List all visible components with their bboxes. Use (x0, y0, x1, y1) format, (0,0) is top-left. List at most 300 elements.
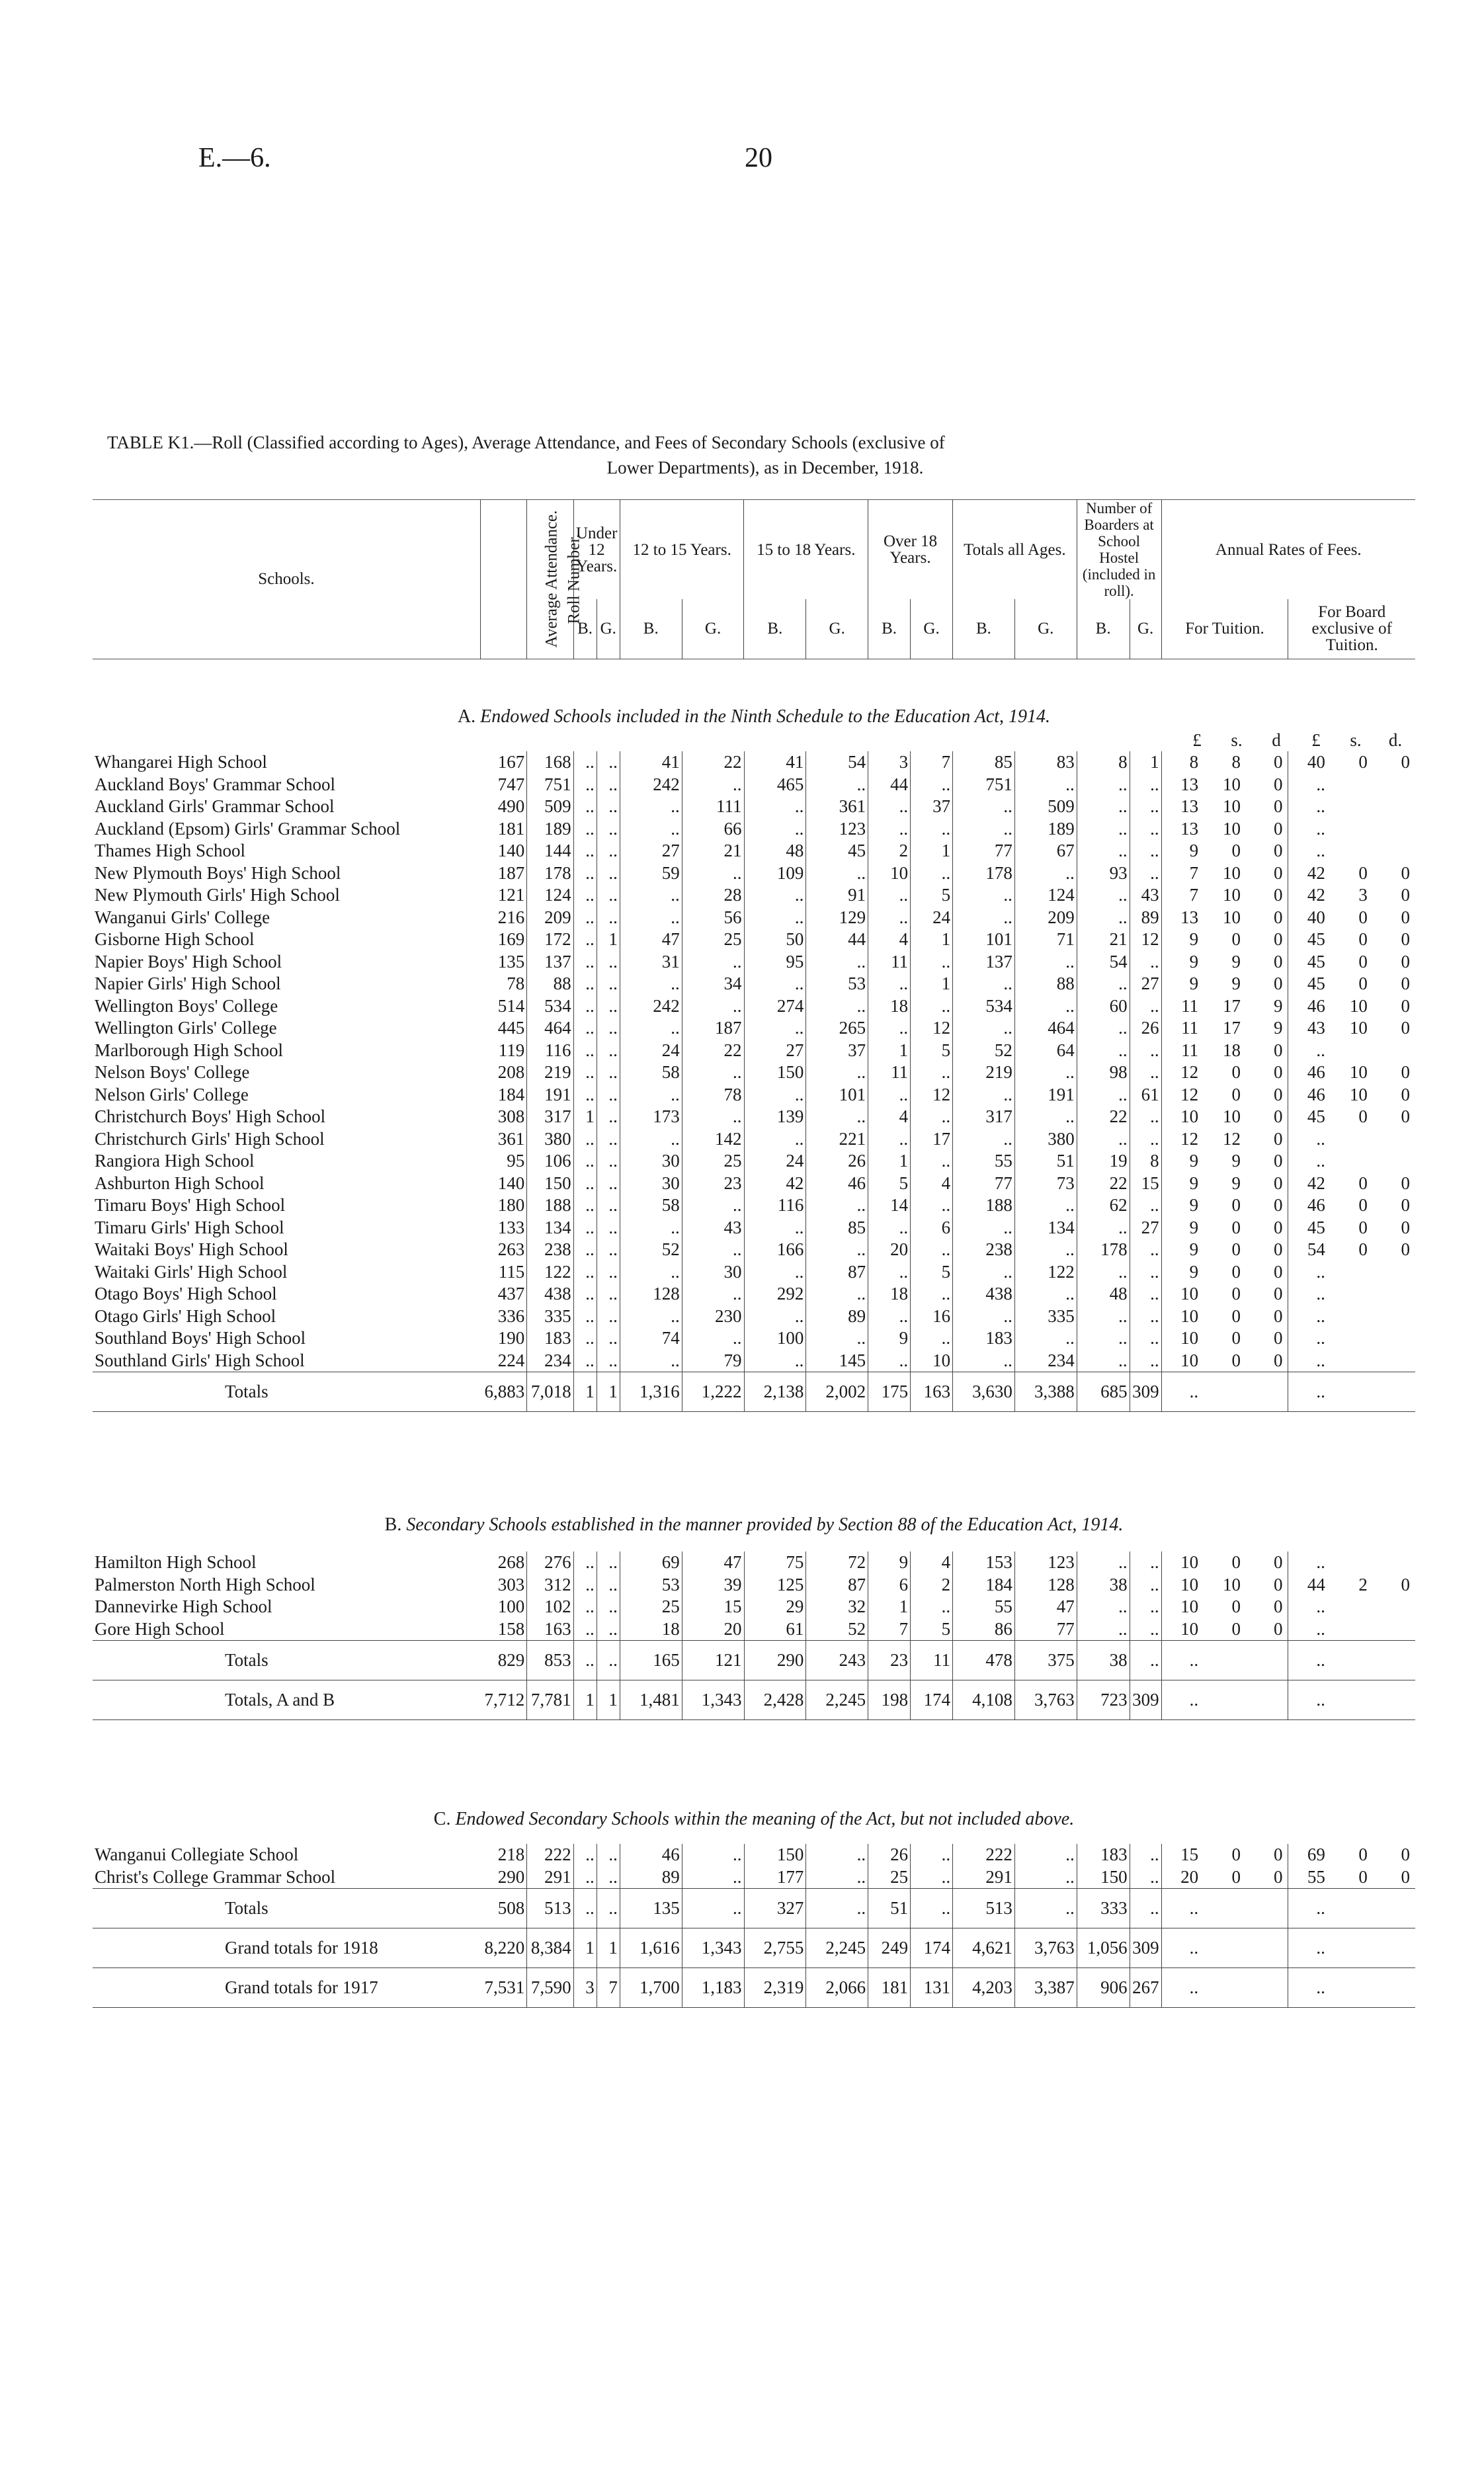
cell-value: 89 (1130, 907, 1161, 929)
cell-value: .. (597, 1150, 620, 1173)
fee-value (1373, 1928, 1415, 1967)
fee-value: 0 (1401, 1084, 1410, 1104)
cell-value: 87 (806, 1574, 868, 1596)
cell-value: 290 (480, 1866, 526, 1889)
cell-value: .. (868, 796, 911, 818)
fee-value: 13 (1180, 907, 1199, 927)
section-c-heading: C. Endowed Secondary Schools within the meaning of the Act, but not included above. (433, 1809, 1075, 1829)
cell-value: 25 (868, 1866, 911, 1889)
fee-value (1373, 840, 1415, 862)
cell-value: 178 (953, 862, 1015, 885)
section-a-heading: A. Endowed Schools included in the Ninth Schedule to the Education Act, 1914. (457, 706, 1051, 727)
cell-value: .. (1077, 1040, 1130, 1062)
fee-value: 10 (1180, 1552, 1199, 1573)
cell-value: .. (1130, 1327, 1161, 1350)
cell-value: 1 (573, 1106, 597, 1128)
cell-value: .. (620, 1084, 682, 1106)
cell-value: 109 (744, 862, 806, 885)
cell-value: 78 (682, 1084, 744, 1106)
section-a-table (93, 751, 1415, 1412)
cell-value: 3 (573, 1967, 597, 2007)
cell-value: .. (1130, 1888, 1161, 1928)
cell-value: 144 (527, 840, 573, 862)
fee-value: 0 (1231, 1552, 1241, 1573)
fee-value: 10 (1180, 1618, 1199, 1639)
cell-value: 55 (953, 1150, 1015, 1173)
cell-value: 123 (1014, 1552, 1077, 1574)
cell-value: 216 (480, 907, 526, 929)
cell-value: 52 (620, 1239, 682, 1261)
cell-value: 747 (480, 774, 526, 796)
cell-value: 135 (480, 951, 526, 973)
cell-value: .. (1077, 884, 1130, 907)
fee-value: 0 (1246, 1305, 1288, 1328)
cell-value: 163 (527, 1618, 573, 1641)
cell-value: 4 (911, 1552, 953, 1574)
cell-value: 1 (868, 1150, 911, 1173)
cell-value: .. (1014, 1194, 1077, 1217)
fee-value (1331, 1967, 1373, 2007)
cell-value: 1,616 (620, 1928, 682, 1967)
fee-value: 0 (1246, 1866, 1288, 1889)
cell-value: 173 (620, 1106, 682, 1128)
cell-value: .. (1077, 1596, 1130, 1618)
cell-value: .. (1014, 1106, 1077, 1128)
cell-value: .. (597, 1217, 620, 1239)
fee-value: 10 (1223, 862, 1241, 883)
cell-value: .. (1077, 1305, 1130, 1328)
cell-value: 93 (1077, 862, 1130, 885)
cell-value: 128 (620, 1283, 682, 1305)
cell-value: .. (868, 973, 911, 995)
fee-value (1331, 1618, 1373, 1641)
cell-value: 30 (682, 1261, 744, 1284)
column-header (93, 499, 1415, 659)
cell-value: 150 (527, 1173, 573, 1195)
cell-value: .. (1014, 774, 1077, 796)
fee-value: 46 (1307, 1062, 1325, 1083)
col-totals-g: G. (1014, 599, 1077, 659)
table-row (93, 862, 1415, 885)
fee-value (1373, 1640, 1415, 1680)
cell-value: 58 (620, 1194, 682, 1217)
cell-value: .. (573, 973, 597, 995)
cell-value: 37 (911, 796, 953, 818)
school-name: New Plymouth Boys' High School (95, 862, 341, 883)
cell-value: .. (953, 973, 1015, 995)
cell-value: 8,384 (527, 1928, 573, 1967)
fee-value: 0 (1401, 1018, 1410, 1038)
cell-value: .. (1130, 1350, 1161, 1372)
cell-value: 291 (953, 1866, 1015, 1889)
cell-value: 50 (744, 929, 806, 951)
fee-value (1331, 1040, 1373, 1062)
cell-value: 44 (868, 774, 911, 796)
school-name: Palmerston North High School (95, 1574, 315, 1594)
cell-value: 1 (597, 1372, 620, 1411)
table-row (93, 973, 1415, 995)
cell-value: 123 (806, 818, 868, 841)
fee-value: 10 (1180, 1350, 1199, 1370)
cell-value: 27 (1130, 1217, 1161, 1239)
fee-value: 46 (1307, 995, 1325, 1016)
col-totals-b: B. (953, 599, 1015, 659)
cell-value: .. (597, 951, 620, 973)
school-name: Gisborne High School (95, 929, 255, 950)
cell-value: 172 (527, 929, 573, 951)
cell-value: .. (682, 1327, 744, 1350)
cell-value: 184 (953, 1574, 1015, 1596)
cell-value: 46 (806, 1173, 868, 1195)
cell-value: .. (806, 1866, 868, 1889)
fee-value: .. (1161, 1640, 1204, 1680)
cell-value: 438 (527, 1283, 573, 1305)
cell-value: 534 (953, 995, 1015, 1018)
fee-value: 0 (1358, 929, 1368, 950)
fee-value: 0 (1358, 862, 1368, 883)
cell-value: .. (744, 1261, 806, 1284)
fee-value: 13 (1180, 818, 1199, 839)
fee-value: 0 (1401, 951, 1410, 972)
cell-value: .. (744, 1305, 806, 1328)
cell-value: 222 (527, 1844, 573, 1866)
cell-value: 54 (1077, 951, 1130, 973)
cell-value: .. (868, 907, 911, 929)
cell-value: .. (597, 1261, 620, 1284)
cell-value: 1 (911, 840, 953, 862)
fee-value: 0 (1231, 1596, 1241, 1617)
fee-value: 0 (1246, 1350, 1288, 1372)
cell-value: 31 (620, 951, 682, 973)
cell-value: .. (573, 1084, 597, 1106)
table-row (93, 951, 1415, 973)
cell-value: 129 (806, 907, 868, 929)
fee-value: 0 (1246, 1150, 1288, 1173)
col-12-15-b: B. (620, 599, 682, 659)
table-row (93, 1261, 1415, 1284)
col-fee-tuition: For Tuition. (1161, 599, 1288, 659)
table-row (93, 1552, 1415, 1574)
cell-value: .. (620, 1305, 682, 1328)
cell-value: .. (1130, 840, 1161, 862)
cell-value: 1,316 (620, 1372, 682, 1411)
fee-value: .. (1161, 1372, 1204, 1411)
section-a-money-units (93, 730, 1415, 751)
fee-value: 44 (1307, 1574, 1325, 1594)
cell-value: 61 (1130, 1084, 1161, 1106)
fee-value (1246, 1372, 1288, 1411)
cell-value: 187 (480, 862, 526, 885)
school-name: Auckland (Epsom) Girls' Grammar School (95, 818, 401, 839)
cell-value: 140 (480, 1173, 526, 1195)
col-under12-b: B. (573, 599, 597, 659)
cell-value: .. (573, 1552, 597, 1574)
fee-value: 2 (1358, 1574, 1368, 1594)
cell-value: 6 (868, 1574, 911, 1596)
cell-value: 23 (682, 1173, 744, 1195)
cell-value: .. (597, 1017, 620, 1040)
cell-value: 7,590 (527, 1967, 573, 2007)
cell-value: 438 (953, 1283, 1015, 1305)
fee-value: 0 (1246, 1106, 1288, 1128)
cell-value: .. (597, 840, 620, 862)
cell-value: .. (953, 1350, 1015, 1372)
totals-label: Grand totals for 1918 (93, 1928, 480, 1967)
cell-value: 27 (744, 1040, 806, 1062)
fee-value: 20 (1180, 1866, 1199, 1887)
cell-value: .. (597, 796, 620, 818)
cell-value: .. (573, 1283, 597, 1305)
cell-value: .. (573, 1017, 597, 1040)
cell-value: .. (573, 1866, 597, 1889)
cell-value: 134 (527, 1217, 573, 1239)
cell-value: .. (953, 1017, 1015, 1040)
fee-value: 0 (1401, 1062, 1410, 1083)
cell-value: .. (573, 1239, 597, 1261)
cell-value: .. (573, 1194, 597, 1217)
fee-value (1331, 1928, 1373, 1967)
cell-value: 361 (480, 1128, 526, 1151)
cell-value: .. (573, 1618, 597, 1641)
cell-value: 67 (1014, 840, 1077, 862)
cell-value: 30 (620, 1173, 682, 1195)
cell-value: 183 (953, 1327, 1015, 1350)
cell-value: 180 (480, 1194, 526, 1217)
cell-value: .. (1077, 774, 1130, 796)
totals-row (93, 1640, 1415, 1680)
cell-value: .. (911, 1239, 953, 1261)
cell-value: 219 (527, 1061, 573, 1084)
fee-value: 9 (1189, 1261, 1199, 1282)
cell-value: .. (573, 1261, 597, 1284)
cell-value: .. (597, 1106, 620, 1128)
cell-value: .. (1014, 1888, 1077, 1928)
cell-value: .. (1077, 973, 1130, 995)
cell-value: .. (573, 1640, 597, 1680)
fee-value: 0 (1231, 1618, 1241, 1639)
cell-value: .. (573, 884, 597, 907)
cell-value: 268 (480, 1552, 526, 1574)
table-row (93, 774, 1415, 796)
cell-value: .. (1014, 1239, 1077, 1261)
fee-value: 42 (1307, 1173, 1325, 1193)
cell-value: 175 (868, 1372, 911, 1411)
cell-value: 9 (868, 1552, 911, 1574)
cell-value: .. (868, 1305, 911, 1328)
cell-value: .. (806, 995, 868, 1018)
cell-value: 52 (953, 1040, 1015, 1062)
cell-value: 11 (911, 1640, 953, 1680)
fee-value: 10 (1180, 1574, 1199, 1594)
cell-value: 490 (480, 796, 526, 818)
cell-value: .. (682, 1061, 744, 1084)
cell-value: .. (682, 1194, 744, 1217)
col-boarders-g: G. (1130, 599, 1161, 659)
cell-value: .. (1077, 1350, 1130, 1372)
cell-value: 116 (744, 1194, 806, 1217)
unit-pounds-board: £ (1311, 730, 1321, 750)
fee-value: 0 (1231, 1284, 1241, 1304)
cell-value: 178 (1077, 1239, 1130, 1261)
cell-value: 221 (806, 1128, 868, 1151)
cell-value: 3,388 (1014, 1372, 1077, 1411)
cell-value: 198 (868, 1680, 911, 1719)
school-name: Nelson Girls' College (95, 1084, 249, 1104)
cell-value: .. (1130, 1305, 1161, 1328)
fee-value: 0 (1246, 951, 1288, 973)
cell-value: .. (953, 884, 1015, 907)
cell-value: 2,428 (744, 1680, 806, 1719)
cell-value: .. (868, 1350, 911, 1372)
table-row (93, 1061, 1415, 1084)
fee-value: 9 (1189, 1151, 1199, 1171)
cell-value: 7,531 (480, 1967, 526, 2007)
cell-value: 4 (868, 1106, 911, 1128)
fee-value: 43 (1307, 1018, 1325, 1038)
fee-value (1373, 818, 1415, 841)
cell-value: 1 (868, 1040, 911, 1062)
fee-value: 10 (1180, 1328, 1199, 1348)
cell-value: 188 (527, 1194, 573, 1217)
fee-value: .. (1161, 1680, 1204, 1719)
cell-value: .. (1130, 1061, 1161, 1084)
school-name: Thames High School (95, 841, 245, 861)
cell-value: 335 (1014, 1305, 1077, 1328)
cell-value: 32 (806, 1596, 868, 1618)
cell-value: 153 (953, 1552, 1015, 1574)
cell-value: .. (620, 973, 682, 995)
cell-value: 1 (573, 1928, 597, 1967)
cell-value: 3,387 (1014, 1967, 1077, 2007)
col-boarders-b: B. (1077, 599, 1130, 659)
unit-shillings: s. (1231, 730, 1243, 750)
fee-value: 9 (1189, 1239, 1199, 1260)
fee-value: 42 (1307, 885, 1325, 905)
cell-value: 51 (868, 1888, 911, 1928)
fee-value: 12 (1223, 1128, 1241, 1149)
cell-value: .. (573, 1596, 597, 1618)
cell-value: .. (597, 1640, 620, 1680)
fee-value: 9 (1231, 1173, 1241, 1193)
school-name: Napier Girls' High School (95, 973, 281, 994)
fee-value: 13 (1180, 796, 1199, 817)
fee-value: 0 (1231, 1305, 1241, 1326)
cell-value: 83 (1014, 751, 1077, 774)
fee-value (1331, 1552, 1373, 1574)
cell-value: 42 (744, 1173, 806, 1195)
cell-value: 291 (527, 1866, 573, 1889)
cell-value: .. (911, 1106, 953, 1128)
cell-value: 478 (953, 1640, 1015, 1680)
cell-value: 4,108 (953, 1680, 1015, 1719)
cell-value: 2,002 (806, 1372, 868, 1411)
cell-value: .. (682, 1283, 744, 1305)
fee-value: 3 (1358, 885, 1368, 905)
school-name: Christ's College Grammar School (95, 1866, 336, 1887)
cell-value: .. (573, 751, 597, 774)
cell-value: .. (597, 1596, 620, 1618)
cell-value: 56 (682, 907, 744, 929)
cell-value: .. (806, 1283, 868, 1305)
school-name: Timaru Girls' High School (95, 1217, 284, 1237)
cell-value: 115 (480, 1261, 526, 1284)
cell-value: .. (597, 1061, 620, 1084)
cell-value: .. (911, 951, 953, 973)
fee-value: .. (1316, 1151, 1325, 1171)
table-title (107, 430, 1423, 480)
cell-value: 59 (620, 862, 682, 885)
cell-value: 48 (744, 840, 806, 862)
cell-value: 22 (1077, 1106, 1130, 1128)
cell-value: 7,018 (527, 1372, 573, 1411)
fee-value (1373, 1128, 1415, 1151)
cell-value: .. (597, 1552, 620, 1574)
cell-value: 61 (744, 1618, 806, 1641)
cell-value: 189 (1014, 818, 1077, 841)
cell-value: 2 (868, 840, 911, 862)
fee-value: .. (1316, 1284, 1325, 1304)
cell-value: .. (1130, 1618, 1161, 1641)
cell-value: 335 (527, 1305, 573, 1328)
cell-value: 18 (868, 995, 911, 1018)
cell-value: .. (744, 1084, 806, 1106)
cell-value: 47 (682, 1552, 744, 1574)
cell-value: 139 (744, 1106, 806, 1128)
cell-value: 41 (744, 751, 806, 774)
cell-value: .. (868, 1128, 911, 1151)
fee-value: 17 (1223, 1018, 1241, 1038)
cell-value: .. (573, 1574, 597, 1596)
cell-value: .. (806, 1194, 868, 1217)
fee-value: 0 (1358, 1106, 1368, 1127)
cell-value: 140 (480, 840, 526, 862)
cell-value: .. (806, 951, 868, 973)
fee-value: 40 (1307, 907, 1325, 927)
cell-value: 64 (1014, 1040, 1077, 1062)
cell-value: 125 (744, 1574, 806, 1596)
fee-value: .. (1316, 796, 1325, 817)
fee-value: 0 (1358, 752, 1368, 772)
cell-value: 128 (1014, 1574, 1077, 1596)
fee-value (1331, 1283, 1373, 1305)
cell-value: 95 (744, 951, 806, 973)
cell-value: 62 (1077, 1194, 1130, 1217)
cell-value: 513 (953, 1888, 1015, 1928)
cell-value: 89 (620, 1866, 682, 1889)
cell-value: 7 (868, 1618, 911, 1641)
cell-value: .. (953, 796, 1015, 818)
table-row (93, 1173, 1415, 1195)
cell-value: 145 (806, 1350, 868, 1372)
cell-value: 1 (911, 973, 953, 995)
cell-value: 23 (868, 1640, 911, 1680)
fee-value: .. (1316, 1618, 1325, 1639)
cell-value: .. (682, 862, 744, 885)
totals-row (93, 1372, 1415, 1411)
fee-value: 7 (1189, 885, 1199, 905)
cell-value: 177 (744, 1866, 806, 1889)
cell-value: 333 (1077, 1888, 1130, 1928)
cell-value: 95 (480, 1150, 526, 1173)
cell-value: 37 (806, 1040, 868, 1062)
cell-value: 723 (1077, 1680, 1130, 1719)
fee-value (1246, 1967, 1288, 2007)
cell-value: 853 (527, 1640, 573, 1680)
cell-value: 15 (682, 1596, 744, 1618)
cell-value: 5 (911, 884, 953, 907)
cell-value: 52 (806, 1618, 868, 1641)
fee-value: 10 (1223, 885, 1241, 905)
